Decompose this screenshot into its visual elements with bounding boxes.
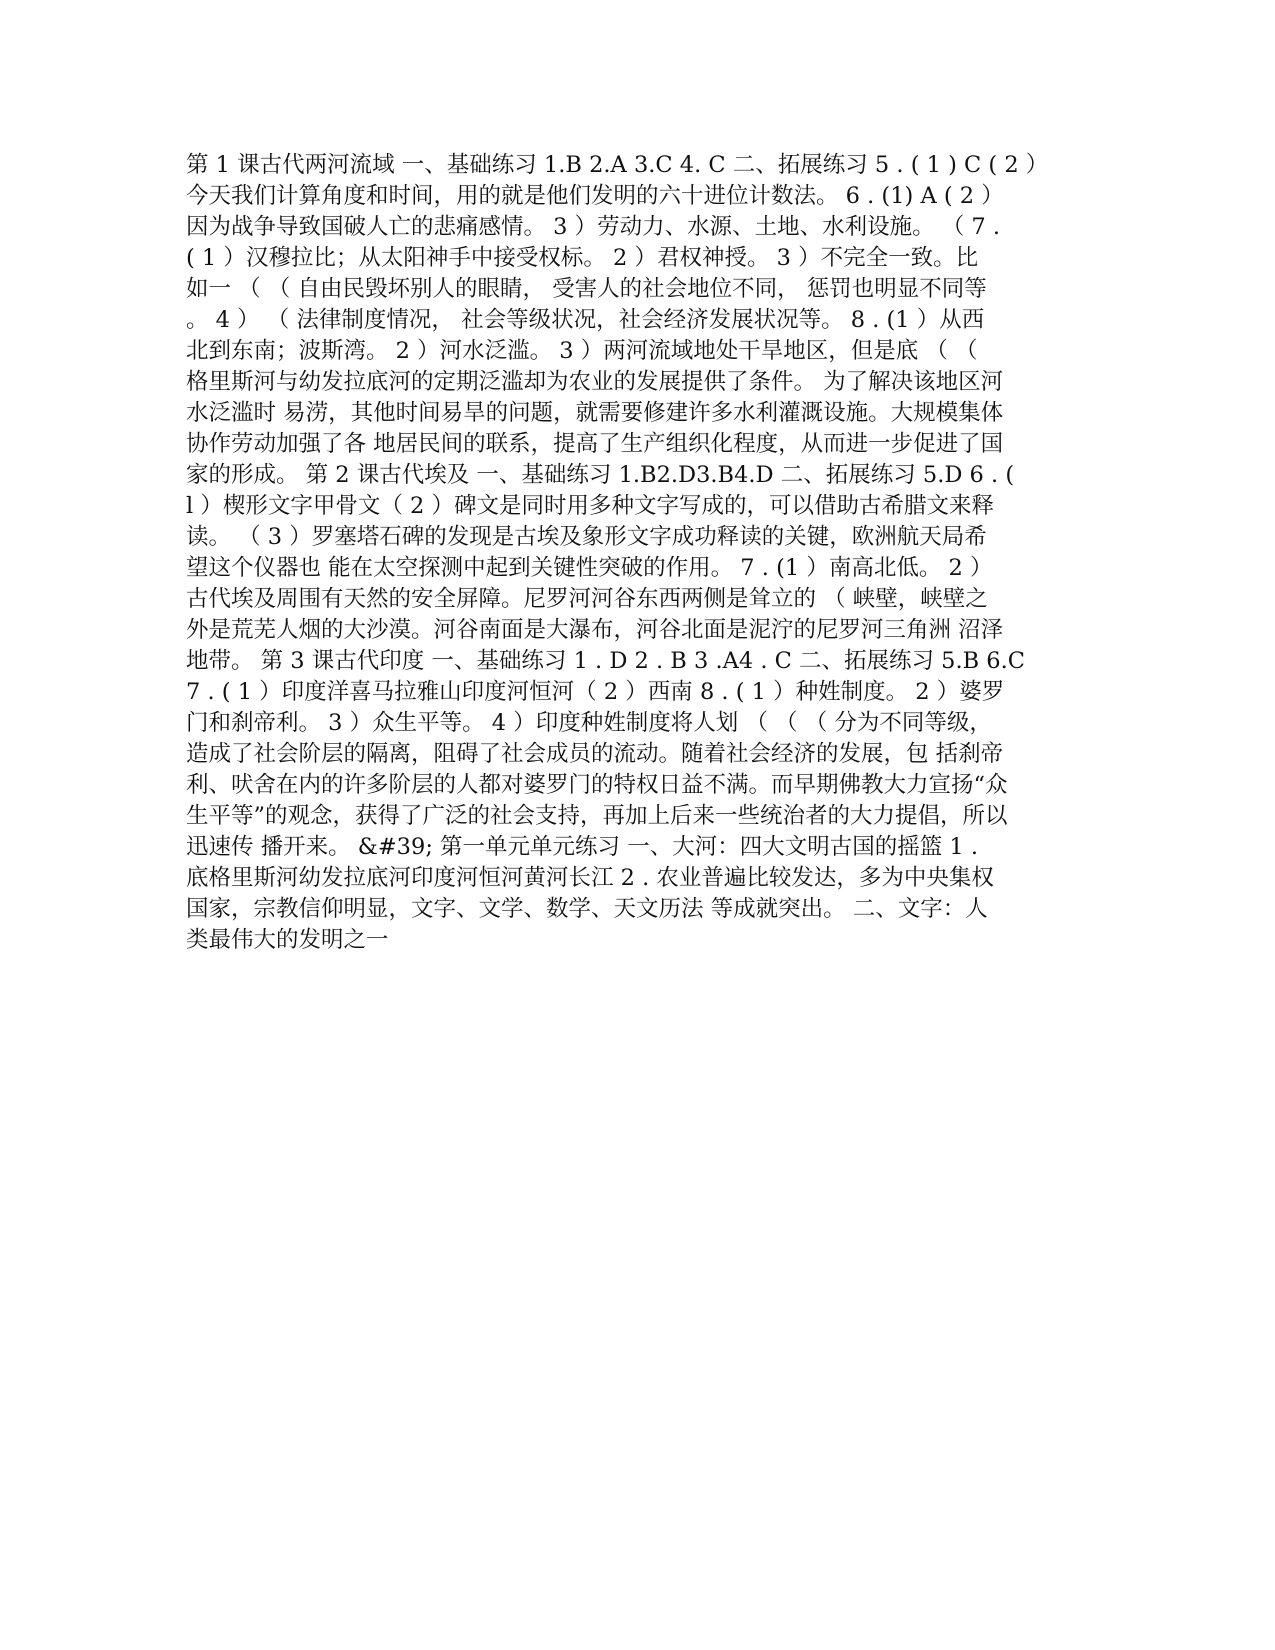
- text-line: 因为战争导致国破人亡的悲痛感情。 3 ）劳动力、水源、土地、水利设施。 （ 7 .: [186, 214, 1001, 240]
- text-line: 7 . ( 1 ）印度洋喜马拉雅山印度河恒河（ 2 ）西南 8 . ( 1 ）种姓制度。 2 ）婆罗: [186, 679, 1005, 705]
- text-line: 造成了社会阶层的隔离，阻碍了社会成员的流动。随着社会经济的发展，包 括刹帝: [186, 741, 1004, 767]
- text-line: 底格里斯河幼发拉底河印度河恒河黄河长江 2 . 农业普遍比较发达，多为中央集权: [186, 865, 994, 891]
- text-line: 如一 （ （ 自由民毁坏别人的眼睛， 受害人的社会地位不同， 惩罚也明显不同等: [186, 276, 987, 302]
- text-line: 第 1 课古代两河流域 一、基础练习 1.B 2.A 3.C 4. C 二、拓展练习 5 . ( 1 ) C ( 2 ）: [186, 152, 1049, 178]
- text-line: 望这个仪器也 能在太空探测中起到关键性突破的作用。 7 . (1 ）南高北低。 2 ）: [186, 555, 993, 581]
- text-line: 格里斯河与幼发拉底河的定期泛滥却为农业的发展提供了条件。 为了解决该地区河: [186, 369, 1004, 395]
- text-line: 今天我们计算角度和时间，用的就是他们发明的六十进位计数法。 6 . (1) A ( 2 ）: [186, 183, 1004, 209]
- text-line: 类最伟大的发明之一: [186, 927, 389, 953]
- text-line: l ）楔形文字甲骨文（ 2 ）碑文是同时用多种文字写成的，可以借助古希腊文来释: [186, 493, 994, 519]
- text-line: 生平等”的观念，获得了广泛的社会支持，再加上后来一些统治者的大力提倡，所以: [186, 803, 1008, 829]
- text-line: 古代埃及周围有天然的安全屏障。尼罗河河谷东西两侧是耸立的 （ 峡壁，峡壁之: [186, 586, 988, 612]
- text-line: 家的形成。 第 2 课古代埃及 一、基础练习 1.B2.D3.B4.D 二、拓展练习 5.D 6 . (: [186, 462, 1015, 488]
- text-line: 。 4 ） （ 法律制度情况， 社会等级状况，社会经济发展状况等。 8 . (1 ）从西: [186, 307, 985, 333]
- text-line: 门和刹帝利。 3 ）众生平等。 4 ）印度种姓制度将人划 （ （ （ 分为不同等级，: [186, 710, 992, 736]
- text-line: 读。 （ 3 ）罗塞塔石碑的发现是古埃及象形文字成功释读的关键，欧洲航天局希: [186, 524, 987, 550]
- text-line: ( 1 ）汉穆拉比；从太阳神手中接受权标。 2 ）君权神授。 3 ）不完全一致。比: [186, 245, 979, 271]
- text-line: 协作劳动加强了各 地居民间的联系，提高了生产组织化程度，从而进一步促进了国: [186, 431, 1004, 457]
- text-line: 北到东南；波斯湾。 2 ）河水泛滥。 3 ）两河流域地处干旱地区，但是底 （ （: [186, 338, 978, 364]
- text-line: 迅速传 播开来。 &#39; 第一单元单元练习 一、大河：四大文明古国的摇篮 1 .: [186, 834, 978, 860]
- answer-key-text: [186, 150, 1106, 956]
- text-line: 地带。 第 3 课古代印度 一、基础练习 1 . D 2 . B 3 .A4 . C 二、拓展练习 5.B 6.C: [186, 648, 1025, 674]
- text-line: 国家，宗教信仰明显，文字、文学、数学、天文历法 等成就突出。 二、文字：人: [186, 896, 988, 922]
- text-line: 水泛滥时 易涝，其他时间易旱的问题，就需要修建许多水利灌溉设施。大规模集体: [186, 400, 1004, 426]
- text-line: 外是荒芜人烟的大沙漠。河谷南面是大瀑布，河谷北面是泥泞的尼罗河三角洲 沼泽: [186, 617, 1004, 643]
- text-line: 利、吠舍在内的许多阶层的人都对婆罗门的特权日益不满。而早期佛教大力宣扬“众: [186, 772, 1008, 798]
